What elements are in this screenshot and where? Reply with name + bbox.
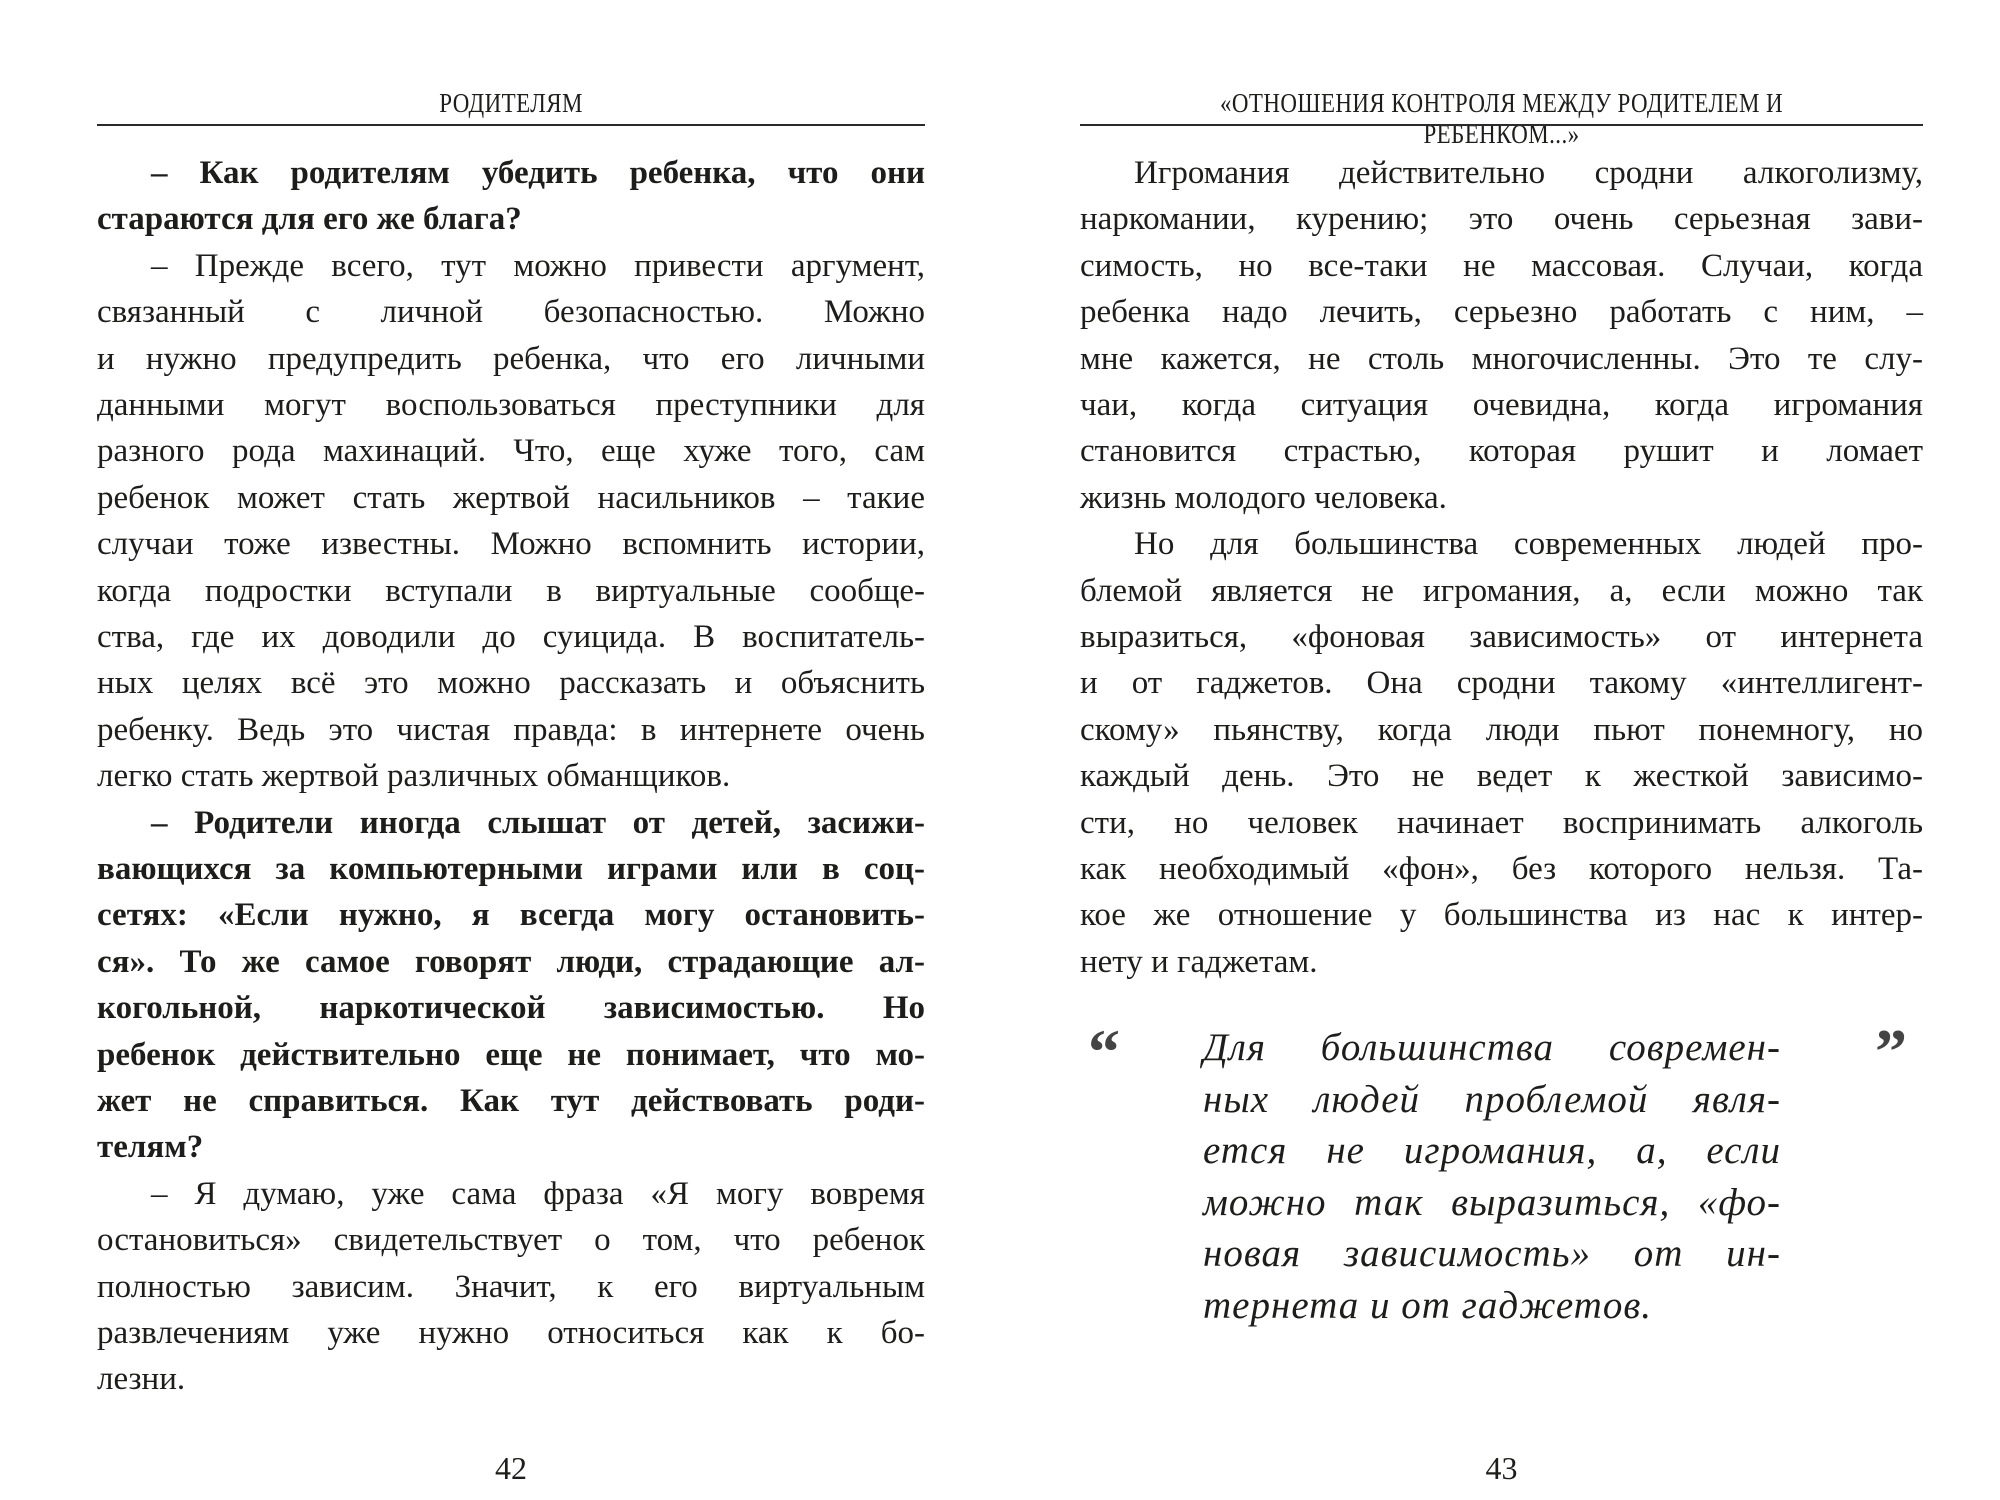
text-line: блемой является не игромания, а, если можно так — [1080, 572, 1923, 609]
text-line: жизнь молодого человека. — [1080, 479, 1447, 516]
page-number: 42 — [495, 1450, 527, 1486]
text-line: и нужно предупредить ребенка, что его личными — [97, 340, 925, 377]
text-line: становится страстью, которая рушит и ломает — [1080, 433, 1923, 470]
question-line: жет не справиться. Как тут действовать роди- — [97, 1083, 925, 1119]
text-line: остановиться» свидетельствует о том, что ребенок — [97, 1222, 925, 1259]
quote-line: новая зависимость» от ин- — [1203, 1232, 1781, 1275]
text-line: полностью зависим. Значит, к его виртуальным — [97, 1268, 925, 1305]
question-line: вающихся за компьютерными играми или в соц- — [97, 851, 925, 887]
text-line: развлечениям уже нужно относиться как к бо- — [97, 1315, 925, 1351]
text-line: чаи, когда ситуация очевидна, когда игромания — [1080, 387, 1923, 423]
text-line: – Прежде всего, тут можно привести аргумент, — [151, 247, 925, 284]
text-line: скому» пьянству, когда люди пьют понемногу, но — [1080, 711, 1923, 748]
quote-line: Для большинства современ- — [1203, 1026, 1781, 1069]
text-line: когда подростки вступали в виртуальные сообще- — [97, 572, 925, 609]
question-line: сетях: «Если нужно, я всегда могу остановить- — [97, 897, 925, 934]
running-header: «ОТНОШЕНИЯ КОНТРОЛЯ МЕЖДУ РОДИТЕЛЕМ И РЕБЕНКОМ...» — [1220, 88, 1783, 149]
quote-line: ется не игромания, а, если — [1203, 1129, 1781, 1172]
text-line: кое же отношение у большинства из нас к интер- — [1080, 897, 1923, 934]
text-line: лезни. — [97, 1361, 186, 1398]
text-line: и от гаджетов. Она сродни такому «интеллигент- — [1080, 665, 1923, 702]
question-line: телям? — [97, 1129, 204, 1166]
text-line: легко стать жертвой различных обманщиков. — [97, 758, 731, 795]
text-line: мне кажется, не столь многочисленны. Это те слу- — [1080, 340, 1923, 377]
text-line: сти, но человек начинает воспринимать алкоголь — [1080, 804, 1923, 841]
text-line: ства, где их доводили до суицида. В воспитатель- — [97, 619, 925, 655]
header-rule — [1080, 124, 1923, 126]
text-line: данными могут воспользоваться преступники для — [97, 387, 925, 423]
open-quote-mark-icon: “ — [1088, 1016, 1120, 1087]
text-line: выразиться, «фоновая зависимость» от интернета — [1080, 619, 1923, 655]
close-quote-mark-icon: ” — [1875, 1016, 1907, 1087]
question-line: – Как родителям убедить ребенка, что они — [151, 155, 925, 191]
running-header: РОДИТЕЛЯМ — [439, 88, 583, 118]
question-line: когольной, наркотической зависимостью. Но — [97, 990, 925, 1027]
text-line: ребенку. Ведь это чистая правда: в интернете очень — [97, 711, 925, 748]
text-line: случаи тоже известны. Можно вспомнить истории, — [97, 526, 925, 563]
question-line: ребенок действительно еще не понимает, что мо- — [97, 1036, 925, 1073]
text-line: нету и гаджетам. — [1080, 943, 1318, 980]
text-line: связанный с личной безопасностью. Можно — [97, 294, 925, 331]
text-line: каждый день. Это не ведет к жесткой зависимо- — [1080, 758, 1923, 795]
text-line: симость, но все-таки не массовая. Случаи, когда — [1080, 247, 1923, 284]
text-line: – Я думаю, уже сама фраза «Я могу вовремя — [151, 1175, 925, 1212]
text-line: наркомании, курению; это очень серьезная зави- — [1080, 201, 1923, 238]
question-line: стараются для его же блага? — [97, 201, 522, 238]
question-line: – Родители иногда слышат от детей, засижи- — [151, 804, 925, 841]
question-line: ся». То же самое говорят люди, страдающие ал- — [97, 943, 925, 980]
quote-line: ных людей проблемой явля- — [1203, 1077, 1781, 1121]
text-line: разного рода махинаций. Что, еще хуже того, сам — [97, 433, 925, 470]
text-line: ребенка надо лечить, серьезно работать с ним, – — [1080, 294, 1923, 331]
page-number: 43 — [1485, 1450, 1518, 1486]
text-line: Игромания действительно сродни алкоголизму, — [1134, 155, 1923, 191]
right-page — [1080, 0, 1923, 1500]
quote-line: тернета и от гаджетов. — [1203, 1283, 1653, 1327]
left-page — [97, 0, 925, 1500]
text-line: ребенок может стать жертвой насильников – такие — [97, 479, 925, 516]
text-line: Но для большинства современных людей про- — [1134, 526, 1923, 563]
quote-line: можно так выразиться, «фо- — [1203, 1180, 1781, 1224]
header-rule — [97, 124, 925, 126]
text-line: как необходимый «фон», без которого нельзя. Та- — [1080, 851, 1923, 887]
text-line: ных целях всё это можно рассказать и объяснить — [97, 665, 925, 702]
